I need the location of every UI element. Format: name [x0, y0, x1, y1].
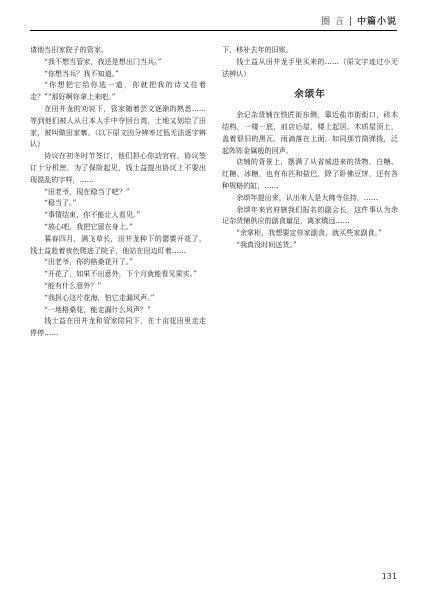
section-title: 余颂年: [294, 89, 326, 101]
paragraph: 钱士益从田井龙手里买来的……（原文字迹过小无法辨认）: [222, 56, 398, 78]
paragraph: “我真没时间送货。”: [236, 239, 297, 249]
paragraph: “余掌柜，我想要定你家副食，就买些家副食。”: [236, 228, 382, 238]
header-rule: [30, 30, 397, 31]
paragraph: 在田井龙的劝说下，管家随着芸文逐渐的熟悉……等到他们被人从日本人手中夺回台湾，土地又划给了田家，被叫做田家寨。（以下原文因分辨率过低无法逐字辨认）: [30, 103, 206, 149]
header-separator: |: [348, 17, 353, 27]
paragraph: 余颂年来官府辖我们报名的副会长，这件事认为余记杂货铺供应的副食量足，离家镇远……: [222, 204, 398, 226]
paragraph: 余记杂货铺在铁匠街东侧，靠近盐市街街口，砖木结构，一楼一底，前店后屋，楼上起居。木质屋顶上，盖着很旧的黑瓦，雨滴落在上面，如同那竹筒弹拨，泛起阵阵金属般的回声。: [222, 110, 398, 155]
paragraph: 请他当田家院子的管家。: [30, 45, 109, 54]
paragraph: “开花了，如果不出意外，下个月就能看见果实。”: [44, 269, 197, 279]
paragraph: “能有什么意外？”: [44, 280, 102, 290]
paragraph: “一地格桑花，能走漏什么风声？”: [44, 304, 151, 314]
right-column: [222, 44, 398, 569]
paragraph: “田老爷，你的格桑花开了。”: [44, 257, 134, 267]
paragraph: 暮春四月，满飞草长，田井龙种下的罂粟开花了，钱士益趁着夜色爬进了院子，他站在田边盯着……: [30, 233, 206, 255]
paragraph: “你想把它给你选一道，你就把我的诗又往着走？”“那好啊你拿上来吧。”: [30, 80, 206, 102]
page-number: 131: [381, 572, 397, 581]
paragraph: 钱士益在田井龙和管家陪同下，在十亩花田里走走停停……: [30, 316, 206, 338]
paragraph: 协议在初冬时节签订，他们担心你动官府，协议签订十分机密，为了保险起见，钱士益提出协议上不要出现混乱的字样，……: [30, 151, 206, 184]
right-column-bottom: [222, 109, 398, 251]
right-column-top: [222, 44, 398, 79]
paragraph: “田老爷，现在稳当了吧？”: [44, 186, 130, 196]
paragraph: 店铺的背景上，摆满了从省城进来的货物，白糖、红糖、冰糖，也有布匹和盐巴，除了卧佛豆饼，还有各种规格的缸，……: [222, 157, 398, 190]
paragraph: 下，移补去年的旧账。: [222, 45, 293, 54]
paragraph: 余颂年提出来，认出来人是大佛寺住持，……: [236, 192, 379, 202]
paragraph: “你想当兵？我不知道。”: [44, 68, 119, 78]
paragraph: “我不想当管家，我还是想出门当兵。”: [44, 56, 162, 66]
paragraph: “事情结束，你不能让人看见。”: [44, 210, 141, 220]
running-header: [321, 14, 397, 27]
paragraph: “我担心这片花海，怕它走漏风声。”: [44, 292, 155, 302]
paragraph: “稳当了。”: [44, 198, 77, 208]
header-section: 中篇小说: [356, 17, 397, 27]
header-column: 圈 言: [321, 17, 345, 27]
left-column: [30, 44, 206, 569]
paragraph: “放心吧，我把它留在身上。”: [44, 221, 134, 231]
